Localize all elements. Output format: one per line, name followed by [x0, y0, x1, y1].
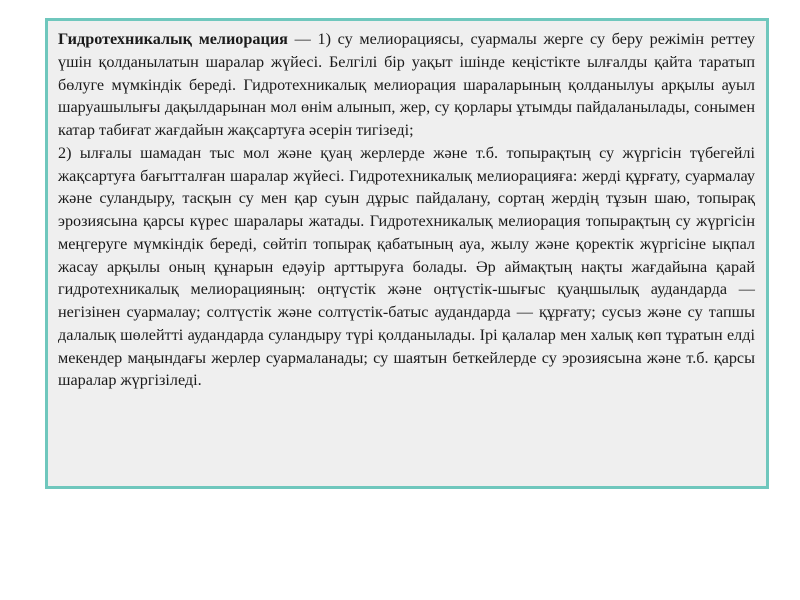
body-text	[58, 28, 755, 392]
paragraph-2: 2) ылғалы шамадан тыс мол және қуаң жерлерде және т.б. топырақтың су жүргісін түбегейлі жақсартуға бағытталған шаралар жүйесі. Гидротехникалық мелиорацияға: жерді құрғату, суармалау және суландыру, тасқын су мен қар суын дұрыс пайдалану, сортаң жердің тұзын шаю, топырақ эрозиясына қарсы күрес шаралары жатады. Гидротехникалық мелиорация топырақтың су жүргісін меңгеруге мүмкіндік береді, сөйтіп топырақ қабатының ауа, жылу және қоректік жүргісіне ықпал жасау арқылы оның құнарын едәуір арттыруға болады. Әр аймақтың нақты жағдайына қарай гидротехникалық мелиорацияның: оңтүстік және оңтүстік-шығыс қуаңшылық аудандарда — негізінен суармалау; солтүстік және солтүстік-батыс аудандарда — құрғату; сусыз және су тапшы далалық шөлейтті аудандарда суландыру түрі қолданылады. Ірі қалалар мен халық көп тұратын елді мекендер маңындағы жерлер суармаланады; су шаятын беткейлерде су эрозиясына және т.б. қарсы шаралар жүргізіледі.	[58, 143, 755, 390]
term-heading: Гидротехникалық мелиорация	[58, 30, 288, 48]
paragraph-1-text: — 1) су мелиорациясы, суармалы жерге су беру режімін реттеу үшін қолданылатын шаралар жүйесі. Белгілі бір уақыт ішінде кеңістікте ылғалды қайта таратып бөлуге мүмкіндік береді. Гидротехникалық мелиорация шараларының қолданылуы арқылы ауыл шаруашылығы дақылдарынан мол өнім алынып, жер, су қорлары ұтымды пайдаланылады, сонымен катар табиғат жағдайын жақсартуға әсерін тигізеді;	[58, 30, 755, 139]
text-frame	[45, 18, 769, 489]
paragraph-1	[58, 28, 755, 142]
